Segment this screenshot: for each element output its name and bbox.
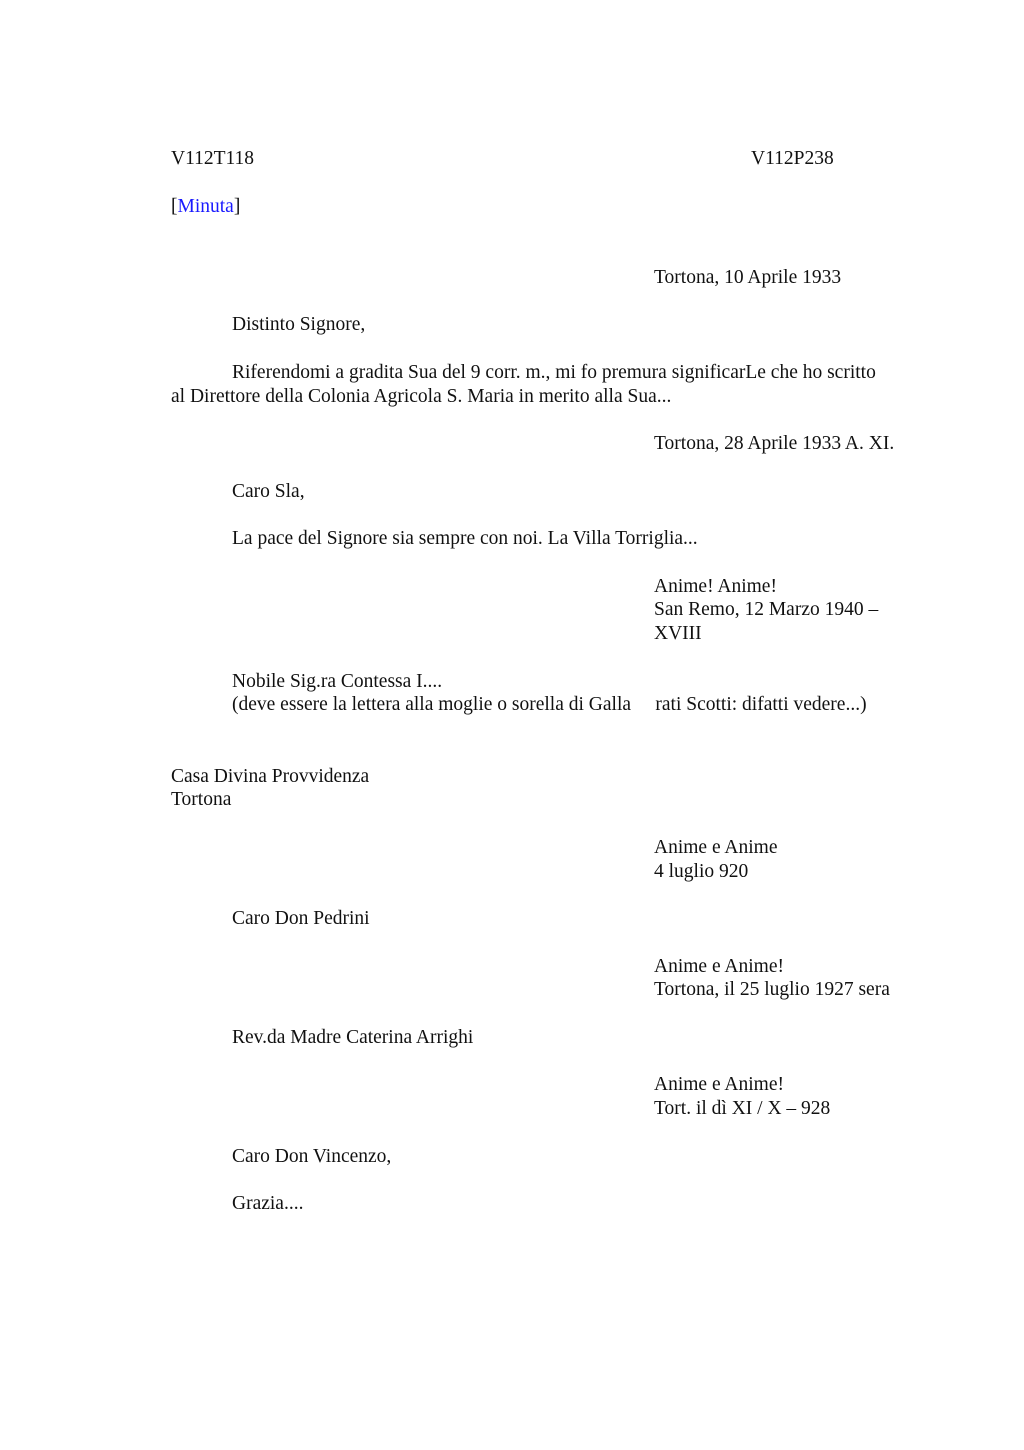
letter5-salutation: Rev.da Madre Caterina Arrighi: [232, 1027, 474, 1048]
document-code-left: V112T118: [171, 148, 255, 169]
letter1-salutation: Distinto Signore,: [232, 314, 366, 335]
letter6-motto: Anime e Anime!: [654, 1074, 784, 1095]
letter1-body-line2: al Direttore della Colonia Agricola S. Maria in merito alla Sua...: [171, 386, 672, 407]
letter3-date-line1: San Remo, 12 Marzo 1940 –: [654, 599, 879, 620]
letter2-salutation: Caro Sla,: [232, 481, 305, 502]
letter2-date: Tortona, 28 Aprile 1933 A. XI.: [654, 433, 895, 454]
letter5-date: Tortona, il 25 luglio 1927 sera: [654, 979, 890, 1000]
letter3-motto: Anime! Anime!: [654, 576, 777, 597]
letter6-date: Tort. il dì XI / X – 928: [654, 1098, 831, 1119]
sender-line2: Tortona: [171, 789, 232, 810]
letter4-motto: Anime e Anime: [654, 837, 778, 858]
letter3-note: (deve essere la lettera alla moglie o sorella di Galla rati Scotti: difatti vedere...): [232, 694, 867, 715]
document-code-right: V112P238: [751, 148, 834, 169]
letter3-salutation: Nobile Sig.ra Contessa I....: [232, 671, 443, 692]
letter6-salutation: Caro Don Vincenzo,: [232, 1146, 392, 1167]
letter1-body-line1: Riferendomi a gradita Sua del 9 corr. m., mi fo premura significarLe che ho scritto: [232, 362, 876, 383]
minuta-close-bracket: ]: [233, 196, 241, 217]
letter5-motto: Anime e Anime!: [654, 956, 784, 977]
sender-line1: Casa Divina Provvidenza: [171, 766, 370, 787]
minuta-link[interactable]: Minuta: [177, 196, 234, 217]
letter6-body: Grazia....: [232, 1193, 304, 1214]
letter4-date: 4 luglio 920: [654, 861, 749, 882]
letter2-body: La pace del Signore sia sempre con noi. La Villa Torriglia...: [232, 528, 698, 549]
letter4-salutation: Caro Don Pedrini: [232, 908, 370, 929]
letter1-date: Tortona, 10 Aprile 1933: [654, 267, 842, 288]
minuta-label: [171, 195, 240, 219]
letter3-date-line2: XVIII: [654, 623, 702, 644]
minuta-open-bracket: [: [171, 196, 178, 217]
